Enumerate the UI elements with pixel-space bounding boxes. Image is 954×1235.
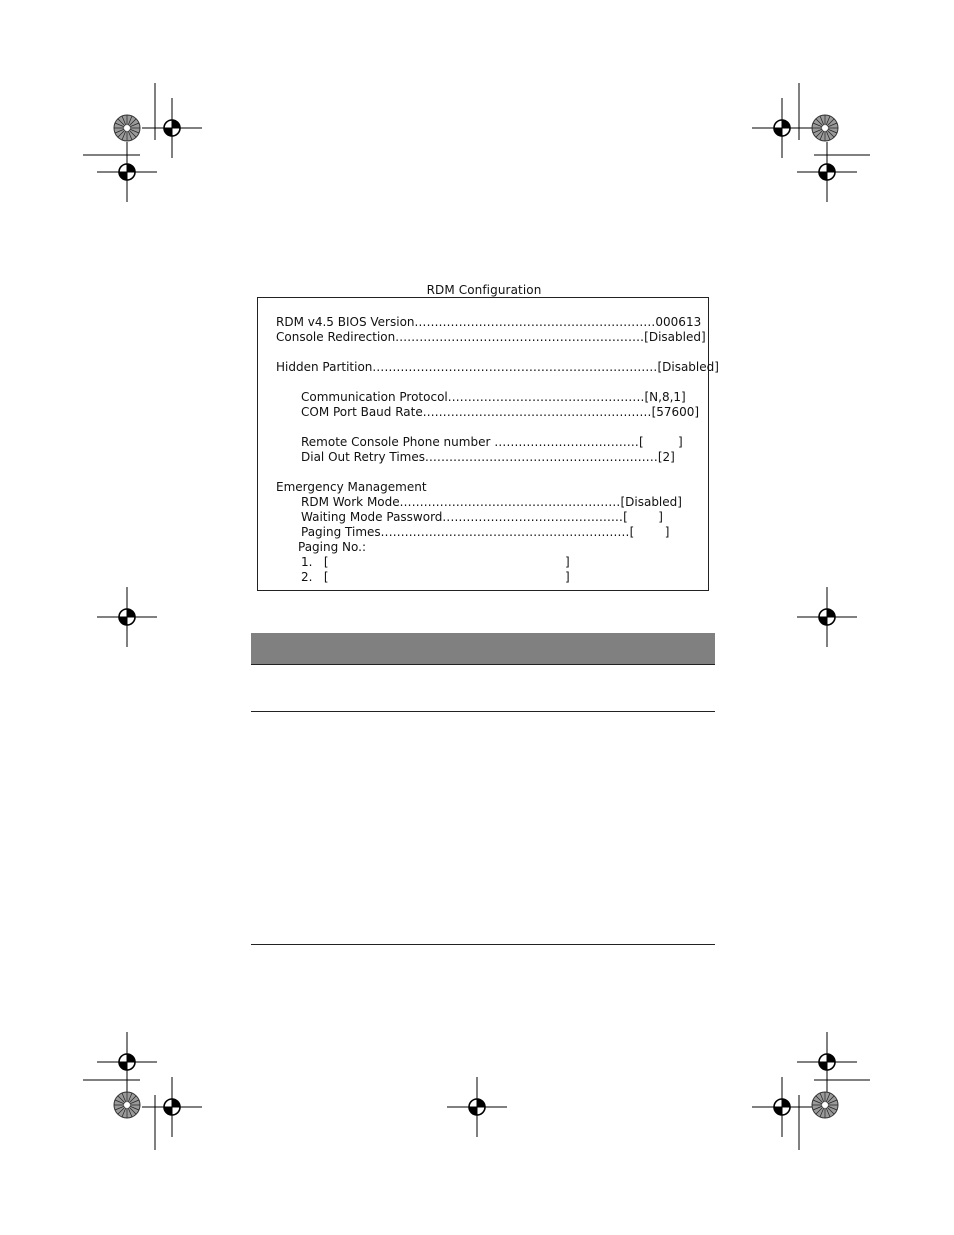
- dot-leader: .................................................: [447, 390, 645, 404]
- dot-leader: ..............................................................: [395, 330, 645, 344]
- setting-label: Paging No.:: [298, 540, 367, 554]
- paging-times-line[interactable]: [301, 525, 669, 539]
- setting-label: Communication Protocol: [301, 390, 448, 404]
- crosshair-mark-icon: [797, 142, 857, 202]
- paging-no-heading: [298, 540, 366, 554]
- rdm-work-mode-line[interactable]: [301, 495, 682, 509]
- setting-value[interactable]: [Disabled]: [657, 360, 719, 374]
- crosshair-mark-icon: [797, 1032, 857, 1092]
- paging-number-1-close: [565, 555, 570, 569]
- section-heading: Emergency Management: [276, 480, 427, 494]
- crosshair-mark-icon: [752, 98, 812, 158]
- sunburst-mark-icon: [812, 1092, 838, 1118]
- sunburst-mark-icon: [114, 1092, 140, 1118]
- paging-number-2-field[interactable]: [301, 570, 329, 584]
- setting-label: COM Port Baud Rate: [301, 405, 423, 419]
- setting-value[interactable]: [ ]: [623, 510, 663, 524]
- setting-label: Dial Out Retry Times: [301, 450, 426, 464]
- dot-leader: ............................................................: [414, 315, 656, 329]
- setting-value[interactable]: [ ]: [629, 525, 670, 539]
- dot-leader: .......................................................................: [372, 360, 658, 374]
- communication-protocol-line[interactable]: [301, 390, 686, 404]
- remote-console-phone-line[interactable]: [301, 435, 683, 449]
- table-header-rule: [251, 664, 715, 665]
- waiting-mode-password-line[interactable]: [301, 510, 663, 524]
- paging-number-2-close: [565, 570, 570, 584]
- dot-leader: ..............................................................: [380, 525, 630, 539]
- paging-number-label: 1. [: [301, 555, 329, 569]
- bracket-close: ]: [565, 570, 570, 584]
- setting-value[interactable]: [ ]: [638, 435, 683, 449]
- setting-label: Waiting Mode Password: [301, 510, 443, 524]
- setting-label: RDM v4.5 BIOS Version: [276, 315, 415, 329]
- paging-number-1-field[interactable]: [301, 555, 329, 569]
- table-header-bar: [251, 633, 715, 664]
- setting-label: Remote Console Phone number: [301, 435, 491, 449]
- crosshair-mark-icon: [97, 1032, 157, 1092]
- crosshair-mark-icon: [97, 587, 157, 647]
- setting-value[interactable]: [Disabled]: [644, 330, 706, 344]
- bios-setup-screen: [257, 297, 719, 591]
- setting-label: Hidden Partition: [276, 360, 373, 374]
- setting-value[interactable]: [57600]: [651, 405, 700, 419]
- setting-label: Console Redirection: [276, 330, 396, 344]
- table-bottom-rule: [251, 944, 715, 945]
- dial-out-retry-times-line[interactable]: [301, 450, 675, 464]
- com-port-baud-rate-line[interactable]: [301, 405, 699, 419]
- crosshair-mark-icon: [797, 587, 857, 647]
- dot-leader: .............................................: [442, 510, 624, 524]
- hidden-partition-line[interactable]: [276, 360, 719, 374]
- dot-leader: .......................................................: [399, 495, 621, 509]
- crosshair-mark-icon: [142, 98, 202, 158]
- figure-title: RDM Configuration: [426, 283, 542, 297]
- crosshair-mark-icon: [752, 1077, 812, 1137]
- dot-leader: ..........................................................: [425, 450, 658, 464]
- console-redirection-line[interactable]: [276, 330, 706, 344]
- setting-value[interactable]: [Disabled]: [620, 495, 682, 509]
- dot-leader: .........................................................: [422, 405, 652, 419]
- crosshair-mark-icon: [97, 142, 157, 202]
- crosshair-mark-icon: [447, 1077, 507, 1137]
- crosshair-mark-icon: [142, 1077, 202, 1137]
- setting-label: Paging Times: [301, 525, 381, 539]
- setting-value[interactable]: [2]: [657, 450, 675, 464]
- bios-version-line: [276, 315, 701, 329]
- paging-number-label: 2. [: [301, 570, 329, 584]
- setting-value: 000613: [655, 315, 702, 329]
- setting-value[interactable]: [N,8,1]: [644, 390, 686, 404]
- table-row-divider: [251, 711, 715, 712]
- sunburst-mark-icon: [812, 115, 838, 141]
- sunburst-mark-icon: [114, 115, 140, 141]
- dot-leader: ....................................: [490, 435, 639, 449]
- bracket-close: ]: [565, 555, 570, 569]
- emergency-management-heading: [276, 480, 427, 494]
- setting-label: RDM Work Mode: [301, 495, 400, 509]
